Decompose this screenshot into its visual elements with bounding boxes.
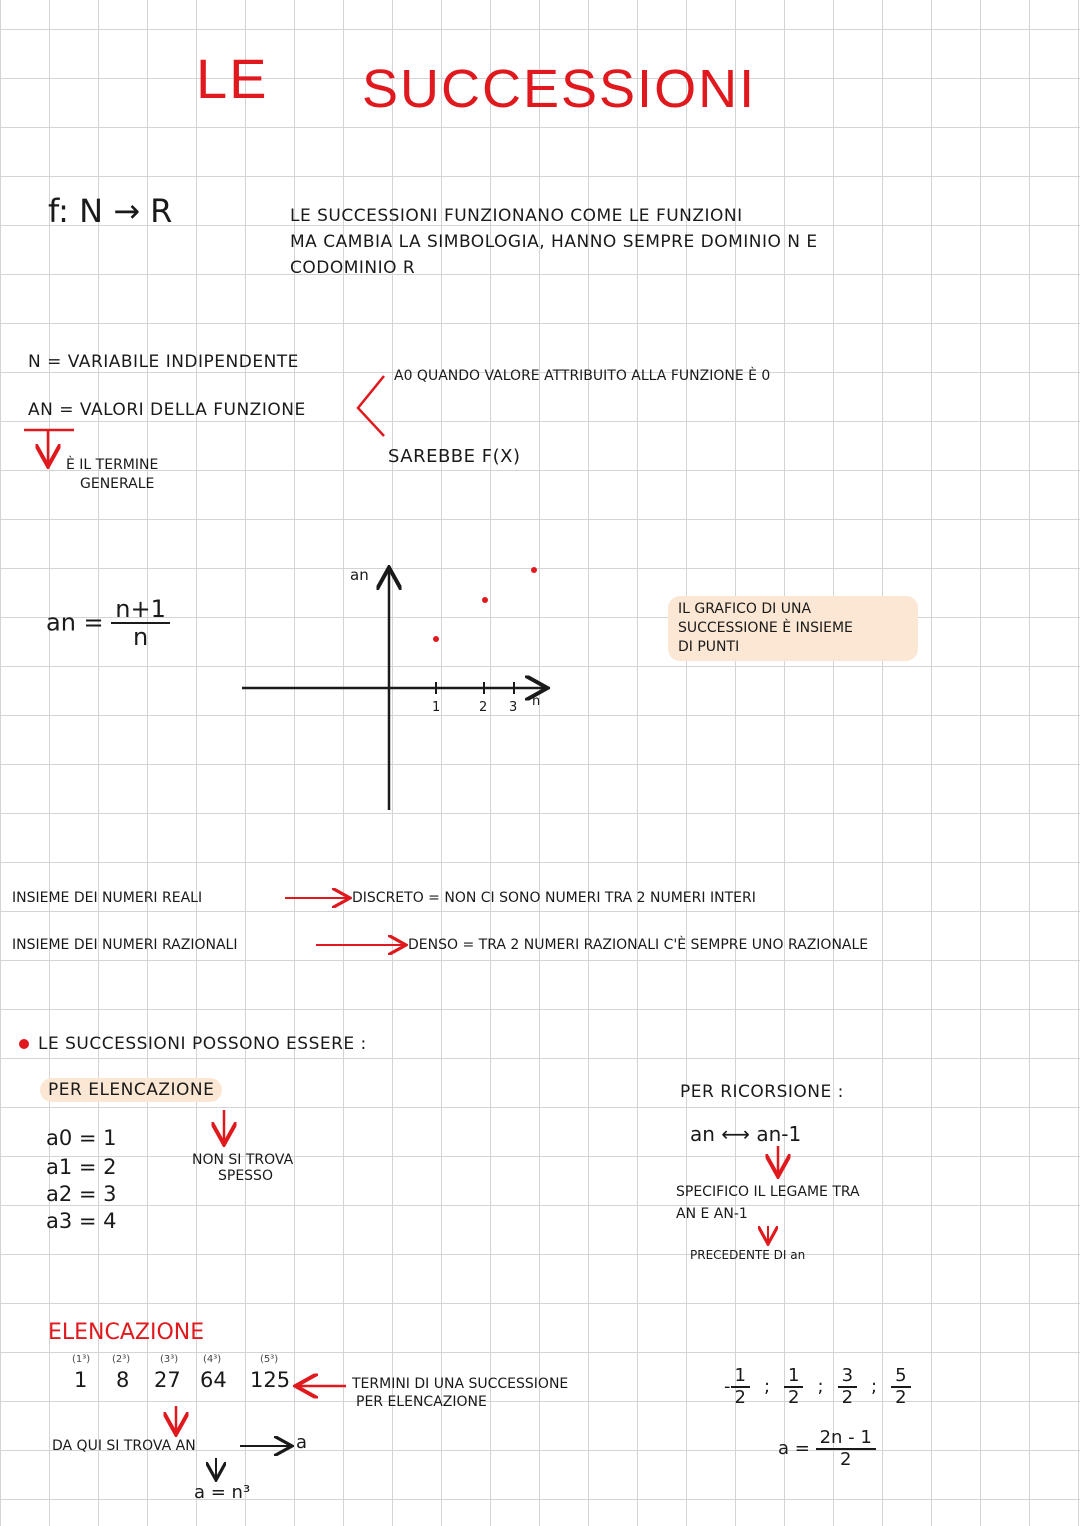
graph-point-2 <box>482 597 488 603</box>
types-heading: LE SUCCESSIONI POSSONO ESSERE : <box>38 1034 367 1054</box>
enum-note-line-1: NON SI TROVA <box>192 1152 294 1168</box>
intro-line-2: MA CAMBIA LA SIMBOLOGIA, HANNO SEMPRE DOMINIO N E <box>290 232 818 252</box>
enum-note-line-2: SPESSO <box>218 1168 273 1184</box>
red-brace <box>358 376 384 436</box>
fraction-separator: ; <box>763 1376 771 1398</box>
graph-point-1 <box>433 636 439 642</box>
power-2: (2³) <box>112 1354 131 1365</box>
a0-note: A0 QUANDO VALORE ATTRIBUITO ALLA FUNZIONE È 0 <box>394 368 771 384</box>
enum-term-3: a3 = 4 <box>46 1209 117 1233</box>
fraction-formula-num: 2n - 1 <box>816 1428 876 1450</box>
graph-tick-2: 2 <box>479 700 488 715</box>
derive-label: DA QUI SI TROVA AN <box>52 1438 196 1454</box>
derive-target: a <box>296 1432 308 1453</box>
power-3: (3³) <box>160 1354 179 1365</box>
fraction-separator: ; <box>871 1376 878 1398</box>
fraction-den: 2 <box>895 1386 907 1408</box>
value-125: 125 <box>250 1368 291 1392</box>
set-real-desc: DISCRETO = NON CI SONO NUMERI TRA 2 NUMERI INTERI <box>352 890 756 906</box>
power-1: (1³) <box>72 1354 91 1365</box>
recursion-prev: PRECEDENTE DI an <box>690 1248 806 1262</box>
an-fraction-denominator: n <box>132 623 149 652</box>
power-5: (5³) <box>260 1354 279 1365</box>
an-fraction-numerator: n+1 <box>111 596 170 624</box>
fraction-sign: - <box>724 1375 731 1397</box>
fraction-formula-lhs: a = <box>778 1437 810 1459</box>
title-part1: LE <box>196 47 269 110</box>
general-term-arrow <box>24 430 74 464</box>
recursion-label: PER RICORSIONE : <box>680 1082 844 1102</box>
enum-term-0: a0 = 1 <box>46 1126 117 1150</box>
elencazione-note-line-1: TERMINI DI UNA SUCCESSIONE <box>352 1376 569 1392</box>
fraction-num: 1 <box>784 1366 803 1388</box>
graph-tick-1: 1 <box>432 700 441 715</box>
power-4: (4³) <box>203 1354 222 1365</box>
recursion-note-line-1: SPECIFICO IL LEGAME TRA <box>676 1184 860 1200</box>
an-formula-lhs: an = <box>46 608 104 637</box>
graph-axes <box>242 570 545 810</box>
fraction-den: 2 <box>734 1386 746 1408</box>
enumeration-label: PER ELENCAZIONE <box>40 1078 222 1102</box>
graph-x-label: n <box>532 694 541 709</box>
general-term-line-2: GENERALE <box>80 476 155 492</box>
value-27: 27 <box>154 1368 181 1392</box>
fraction-num: 5 <box>891 1366 910 1388</box>
set-rational-label: INSIEME DEI NUMERI RAZIONALI <box>12 937 238 953</box>
types-bullet <box>19 1039 29 1049</box>
fraction-num: 3 <box>838 1366 857 1388</box>
intro-line-1: LE SUCCESSIONI FUNZIONANO COME LE FUNZIONI <box>290 206 743 226</box>
recursion-relation: an ⟷ an-1 <box>690 1122 802 1146</box>
graph-point-3 <box>531 567 537 573</box>
graph-y-label: an <box>350 566 369 584</box>
fraction-separator: ; <box>817 1376 824 1398</box>
value-1: 1 <box>74 1368 88 1392</box>
title-part2: SUCCESSIONI <box>362 59 757 119</box>
set-rational-desc: DENSO = TRA 2 NUMERI RAZIONALI C'È SEMPRE UNO RAZIONALE <box>408 937 869 953</box>
value-64: 64 <box>200 1368 227 1392</box>
graph-note-line-2: SUCCESSIONE È INSIEME <box>678 620 853 636</box>
intro-line-3: CODOMINIO R <box>290 258 416 278</box>
graph-note-line-3: DI PUNTI <box>678 639 740 655</box>
value-8: 8 <box>116 1368 130 1392</box>
graph-note-line-1: IL GRAFICO DI UNA <box>678 601 812 617</box>
fraction-num: 1 <box>731 1366 750 1388</box>
fx-note: SAREBBE F(X) <box>388 446 521 467</box>
general-term-line-1: È IL TERMINE <box>66 457 159 473</box>
elencazione-heading: ELENCAZIONE <box>48 1320 205 1345</box>
mapping-formula: f: N → R <box>48 192 173 230</box>
derive-result: a = n³ <box>194 1482 251 1503</box>
graph-tick-3: 3 <box>509 700 518 715</box>
enum-term-1: a1 = 2 <box>46 1155 117 1179</box>
set-real-label: INSIEME DEI NUMERI REALI <box>12 890 203 906</box>
n-definition: N = VARIABILE INDIPENDENTE <box>28 352 299 372</box>
fraction-den: 2 <box>788 1386 800 1408</box>
an-definition: AN = VALORI DELLA FUNZIONE <box>28 400 306 420</box>
fraction-den: 2 <box>841 1386 854 1408</box>
elencazione-note-line-2: PER ELENCAZIONE <box>356 1394 487 1410</box>
fraction-formula-den: 2 <box>839 1448 852 1470</box>
recursion-note-line-2: AN E AN-1 <box>676 1206 748 1222</box>
enum-term-2: a2 = 3 <box>46 1182 117 1206</box>
